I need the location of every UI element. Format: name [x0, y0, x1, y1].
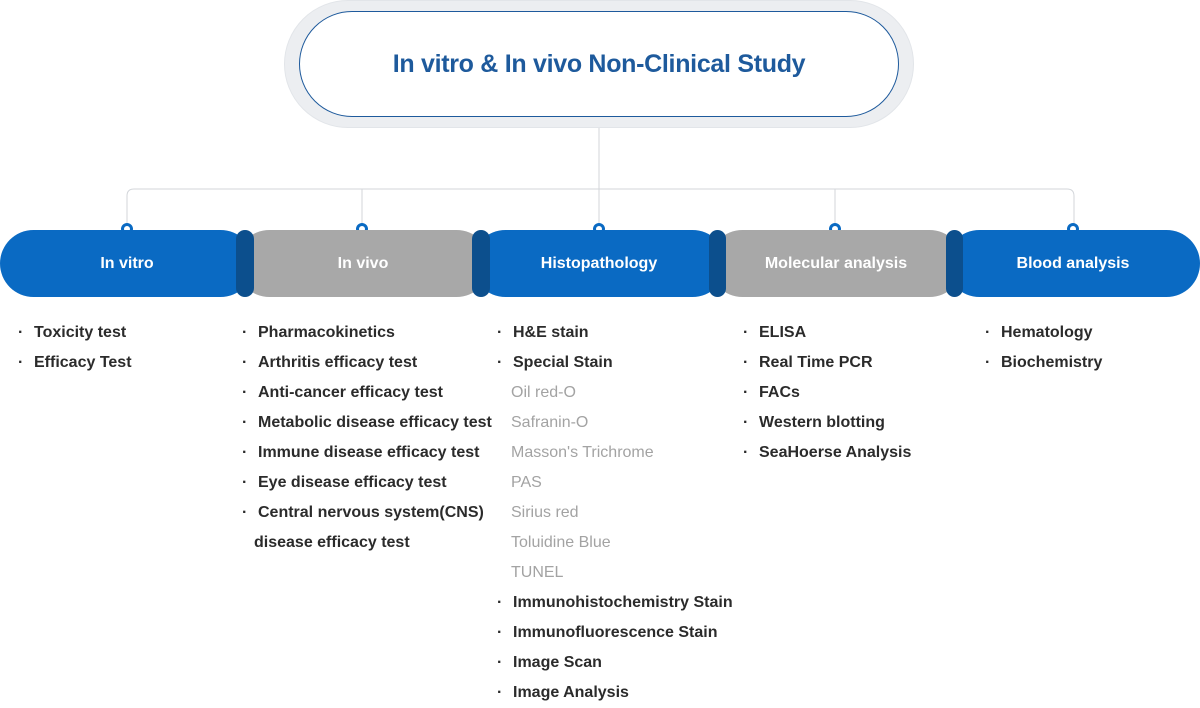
- pill-overlap: [709, 230, 726, 297]
- pill-overlap: [472, 230, 490, 297]
- sub-list-item: Oil red-O: [511, 384, 576, 401]
- list-item: · Efficacy Test: [18, 348, 132, 378]
- pill-overlap: [236, 230, 254, 297]
- branch-line: [127, 189, 1074, 226]
- sub-list-item: Toluidine Blue: [511, 534, 611, 551]
- sub-list-item: PAS: [511, 474, 542, 491]
- list-item: · SeaHoerse Analysis: [743, 438, 911, 468]
- in-vivo-item-list: [242, 318, 492, 558]
- list-item: · FACs: [743, 378, 911, 408]
- list-item: · Metabolic disease efficacy test: [242, 408, 492, 438]
- diagram-title: In vitro & In vivo Non-Clinical Study: [392, 49, 806, 78]
- list-item: · Immune disease efficacy test: [242, 438, 492, 468]
- category-histopathology: [472, 230, 726, 297]
- list-item: · Anti-cancer efficacy test: [242, 378, 492, 408]
- category-label: Molecular analysis: [764, 254, 908, 272]
- list-item: · Central nervous system(CNS): [242, 498, 492, 528]
- list-item: · Eye disease efficacy test: [242, 468, 492, 498]
- sub-list-item: Masson's Trichrome: [511, 444, 654, 461]
- sub-list-item: Safranin-O: [511, 414, 589, 431]
- molecular-analysis-item-list: [743, 318, 911, 468]
- list-item: · H&E stain: [497, 318, 733, 348]
- list-item: · Immunofluorescence Stain: [497, 618, 733, 648]
- category-blood-analysis: [946, 230, 1200, 297]
- list-item-continuation: disease efficacy test: [254, 534, 410, 551]
- category-molecular-analysis: [709, 230, 963, 297]
- pill-overlap: [946, 230, 963, 297]
- histopathology-item-list: [497, 318, 733, 708]
- list-item: · ELISA: [743, 318, 911, 348]
- list-item: · Biochemistry: [985, 348, 1102, 378]
- category-label: Histopathology: [540, 254, 658, 272]
- list-item: · Special Stain: [497, 348, 733, 378]
- list-item: · Image Scan: [497, 648, 733, 678]
- list-item: · Western blotting: [743, 408, 911, 438]
- list-item: · Immunohistochemistry Stain: [497, 588, 733, 618]
- list-item: · Arthritis efficacy test: [242, 348, 492, 378]
- category-in-vivo: [236, 230, 490, 297]
- sub-list-item: TUNEL: [511, 564, 564, 581]
- list-item: · Pharmacokinetics: [242, 318, 492, 348]
- list-item: · Hematology: [985, 318, 1102, 348]
- category-label: Blood analysis: [1016, 254, 1130, 272]
- list-item: · Real Time PCR: [743, 348, 911, 378]
- sub-list-item: Sirius red: [511, 504, 579, 521]
- category-label: In vivo: [337, 254, 389, 272]
- in-vitro-item-list: [18, 318, 132, 378]
- list-item: · Toxicity test: [18, 318, 132, 348]
- list-item: · Image Analysis: [497, 678, 733, 708]
- category-label: In vitro: [100, 254, 154, 272]
- category-in-vitro: [0, 230, 254, 297]
- blood-analysis-item-list: [985, 318, 1102, 378]
- connector-lines: [0, 0, 1200, 240]
